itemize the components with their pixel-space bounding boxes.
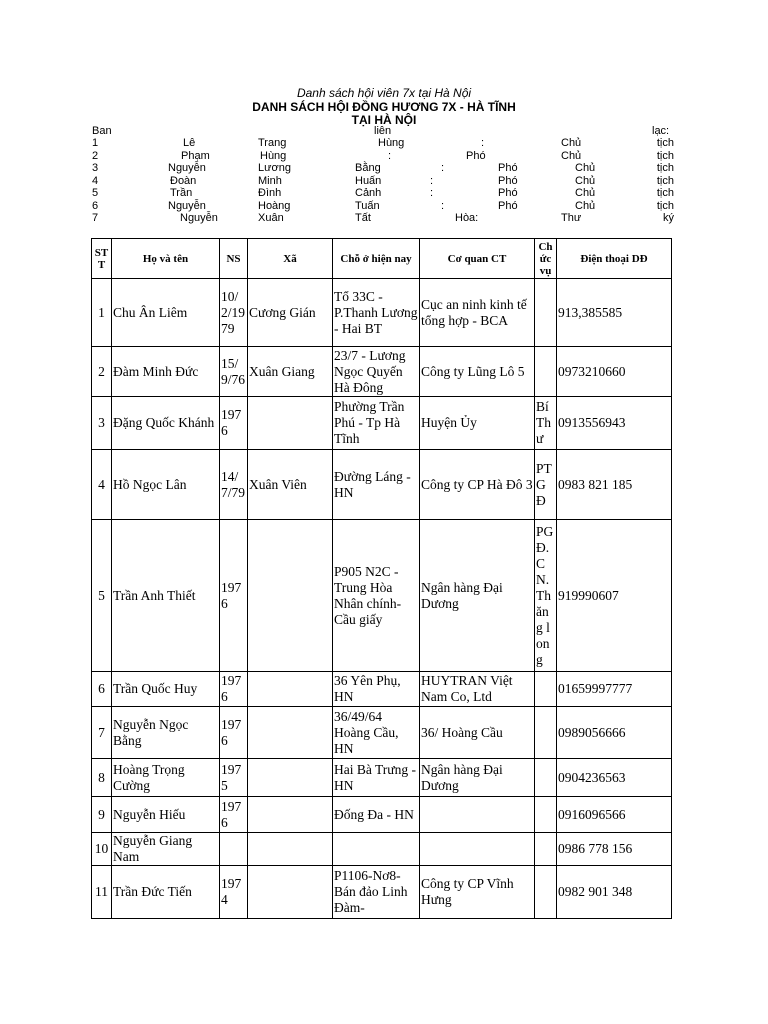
- ban-row-5-cv1: Phó: [498, 187, 518, 199]
- stt-cell: 6: [92, 672, 112, 707]
- table-row: [92, 450, 672, 520]
- phone-cell: 0904236563: [557, 759, 672, 797]
- ban-row-3-cv3: tịch: [656, 162, 674, 174]
- workplace-cell: Cục an ninh kinh tế tổng hợp - BCA: [420, 279, 535, 347]
- phone-cell: 0989056666: [557, 707, 672, 759]
- workplace-cell: HUYTRAN Việt Nam Co, Ltd: [420, 672, 535, 707]
- ban-row-4-cv2: Chủ: [575, 174, 596, 187]
- ns-cell: 15/9/76: [220, 347, 248, 397]
- ns-cell: 1974: [220, 866, 248, 919]
- ban-row-2-ho: Phạm: [181, 149, 210, 162]
- col-header-chuc-vu: Chức vụ: [535, 239, 557, 279]
- xa-cell: [248, 866, 333, 919]
- name-cell: Trần Đức Tiến: [112, 866, 220, 919]
- name-cell: Trần Anh Thiết: [112, 520, 220, 672]
- position-cell: [535, 279, 557, 347]
- ns-cell: 1975: [220, 759, 248, 797]
- col-header-phone: Điện thoại DĐ: [557, 239, 672, 279]
- col-header-stt: STT: [92, 239, 112, 279]
- ban-row-6-cv1: Phó: [498, 199, 518, 212]
- col-header-cho-o: Chỗ ở hiện nay: [333, 239, 420, 279]
- ns-cell: 10/2/1979: [220, 279, 248, 347]
- xa-cell: [248, 833, 333, 866]
- name-cell: Nguyễn Giang Nam: [112, 833, 220, 866]
- ban-row-6-no: 6: [92, 199, 99, 212]
- table-row: [92, 279, 672, 347]
- ban-row-3-dem: Lương: [258, 162, 291, 174]
- table-row: [92, 347, 672, 397]
- document-title-line2: TẠI HÀ NỘI: [351, 113, 417, 127]
- ban-row-3-cv2: Chủ: [575, 162, 596, 174]
- address-cell: Tổ 33C - P.Thanh Lương - Hai BT: [333, 279, 420, 347]
- ban-row-6-sep: :: [441, 199, 445, 212]
- ban-row-4-cv1: Phó: [498, 174, 518, 187]
- ban-row-4-ten: Huấn: [355, 174, 382, 187]
- stt-cell: 8: [92, 759, 112, 797]
- xa-cell: [248, 797, 333, 833]
- ban-row-1-no: 1: [92, 137, 99, 149]
- ban-row-2-cv1: Phó: [466, 149, 486, 162]
- table-row: [92, 707, 672, 759]
- phone-cell: 919990607: [557, 520, 672, 672]
- table-row: [92, 797, 672, 833]
- address-cell: Phường Trần Phú - Tp Hà Tĩnh: [333, 397, 420, 450]
- col-header-co-quan: Cơ quan CT: [420, 239, 535, 279]
- position-cell: [535, 759, 557, 797]
- stt-cell: 7: [92, 707, 112, 759]
- ban-row-6-cv3: tịch: [656, 199, 674, 212]
- table-row: [92, 520, 672, 672]
- workplace-cell: 36/ Hoàng Cầu: [420, 707, 535, 759]
- ban-row-1-ten: Hùng: [378, 137, 405, 149]
- position-cell: [535, 707, 557, 759]
- workplace-cell: [420, 833, 535, 866]
- name-cell: Chu Ân Liêm: [112, 279, 220, 347]
- ban-row-5-ho: Trần: [170, 187, 193, 199]
- lac-label: lạc:: [652, 125, 670, 137]
- ban-row-4-no: 4: [92, 174, 99, 187]
- stt-cell: 10: [92, 833, 112, 866]
- ns-cell: 1976: [220, 397, 248, 450]
- phone-cell: 0983 821 185: [557, 450, 672, 520]
- ban-row-1-cv3: tịch: [656, 137, 674, 149]
- ban-row-2-cv3: tịch: [656, 149, 674, 162]
- stt-cell: 5: [92, 520, 112, 672]
- xa-cell: [248, 520, 333, 672]
- name-cell: Hoàng Trọng Cường: [112, 759, 220, 797]
- stt-cell: 9: [92, 797, 112, 833]
- address-cell: P1106-Nơ8-Bán đảo Linh Đàm-: [333, 866, 420, 919]
- workplace-cell: [420, 797, 535, 833]
- table-row: [92, 672, 672, 707]
- position-cell: Bí Thư: [535, 397, 557, 450]
- position-cell: [535, 833, 557, 866]
- position-cell: [535, 347, 557, 397]
- ban-row-5-no: 5: [92, 187, 99, 199]
- ban-row-4-sep: :: [430, 174, 434, 187]
- ns-cell: 1976: [220, 672, 248, 707]
- ban-row-1-ho: Lê: [183, 137, 196, 149]
- xa-cell: [248, 397, 333, 450]
- workplace-cell: Công ty CP Vĩnh Hưng: [420, 866, 535, 919]
- ban-row-4-dem: Minh: [258, 174, 282, 187]
- address-cell: [333, 833, 420, 866]
- xa-cell: [248, 707, 333, 759]
- name-cell: Nguyễn Ngọc Bằng: [112, 707, 220, 759]
- ban-row-3-no: 3: [92, 162, 99, 174]
- ban-row-4-ho: Đoàn: [170, 174, 197, 187]
- xa-cell: [248, 759, 333, 797]
- stt-cell: 11: [92, 866, 112, 919]
- ban-row-7-ho: Nguyễn: [180, 212, 218, 224]
- phone-cell: 0986 778 156: [557, 833, 672, 866]
- ban-row-2-dem: Hùng: [260, 149, 287, 162]
- name-cell: Đặng Quốc Khánh: [112, 397, 220, 450]
- xa-cell: [248, 672, 333, 707]
- xa-cell: Xuân Giang: [248, 347, 333, 397]
- ns-cell: [220, 833, 248, 866]
- position-cell: PTGĐ: [535, 450, 557, 520]
- ban-row-2-cv2: Chủ: [561, 149, 582, 162]
- document-subtitle: Danh sách hội viên 7x tại Hà Nội: [296, 86, 472, 100]
- workplace-cell: Công ty CP Hà Đô 3: [420, 450, 535, 520]
- position-cell: PGĐ.CN.Thăng long: [535, 520, 557, 672]
- ban-row-7-cv3: ký: [663, 212, 674, 224]
- ban-row-3-cv1: Phó: [498, 162, 518, 174]
- phone-cell: 0916096566: [557, 797, 672, 833]
- col-header-name: Họ và tên: [112, 239, 220, 279]
- ns-cell: 1976: [220, 520, 248, 672]
- ban-row-3-ho: Nguyễn: [168, 162, 206, 174]
- member-table: [91, 238, 672, 919]
- table-row: [92, 866, 672, 919]
- ban-row-2-no: 2: [92, 149, 99, 162]
- ban-row-7-ten: Tất: [355, 212, 371, 224]
- document-title: DANH SÁCH HỘI ĐỒNG HƯƠNG 7X - HÀ TĨNH: [252, 100, 516, 114]
- phone-cell: 913,385585: [557, 279, 672, 347]
- ban-row-5-dem: Đình: [258, 187, 282, 199]
- position-cell: [535, 866, 557, 919]
- ban-row-6-cv2: Chủ: [575, 199, 596, 212]
- col-header-xa: Xã: [248, 239, 333, 279]
- xa-cell: Cương Gián: [248, 279, 333, 347]
- col-header-ns: NS: [220, 239, 248, 279]
- workplace-cell: Ngân hàng Đại Dương: [420, 520, 535, 672]
- ban-row-6-dem: Hoàng: [258, 199, 291, 212]
- ban-row-7-no: 7: [92, 212, 99, 224]
- table-row: [92, 759, 672, 797]
- workplace-cell: Huyện Ủy: [420, 397, 535, 450]
- table-row: [92, 833, 672, 866]
- ban-row-1-sep: :: [481, 137, 485, 149]
- stt-cell: 1: [92, 279, 112, 347]
- ban-label: Ban: [92, 125, 112, 137]
- ban-row-1-dem: Trang: [258, 137, 287, 149]
- position-cell: [535, 672, 557, 707]
- ban-row-7-cv2: Thư: [561, 212, 582, 224]
- address-cell: 36 Yên Phụ, HN: [333, 672, 420, 707]
- address-cell: Hai Bà Trưng - HN: [333, 759, 420, 797]
- lien-label: liên: [374, 125, 392, 137]
- table-row: [92, 397, 672, 450]
- ban-row-5-cv3: tịch: [656, 187, 674, 199]
- position-cell: [535, 797, 557, 833]
- address-cell: P905 N2C - Trung Hòa Nhân chính- Cầu giấy: [333, 520, 420, 672]
- phone-cell: 0973210660: [557, 347, 672, 397]
- address-cell: Đường Láng - HN: [333, 450, 420, 520]
- stt-cell: 3: [92, 397, 112, 450]
- ns-cell: 1976: [220, 797, 248, 833]
- ban-row-5-sep: :: [430, 187, 434, 199]
- ban-row-5-cv2: Chủ: [575, 187, 596, 199]
- workplace-cell: Công ty Lũng Lô 5: [420, 347, 535, 397]
- workplace-cell: Ngân hàng Đại Dương: [420, 759, 535, 797]
- name-cell: Nguyễn Hiếu: [112, 797, 220, 833]
- address-cell: 23/7 - Lương Ngọc Quyến Hà Đông: [333, 347, 420, 397]
- phone-cell: 01659997777: [557, 672, 672, 707]
- phone-cell: 0982 901 348: [557, 866, 672, 919]
- stt-cell: 4: [92, 450, 112, 520]
- ban-row-3-sep: :: [441, 162, 445, 174]
- stt-cell: 2: [92, 347, 112, 397]
- ban-row-4-cv3: tịch: [656, 174, 674, 187]
- name-cell: Đàm Minh Đức: [112, 347, 220, 397]
- phone-cell: 0913556943: [557, 397, 672, 450]
- ban-row-6-ho: Nguyễn: [168, 199, 206, 212]
- ban-row-7-sep: Hòa:: [455, 212, 479, 224]
- ban-row-1-cv2: Chủ: [561, 137, 582, 149]
- ban-row-5-ten: Cảnh: [355, 187, 382, 199]
- name-cell: Trần Quốc Huy: [112, 672, 220, 707]
- address-cell: 36/49/64 Hoàng Cầu, HN: [333, 707, 420, 759]
- ban-row-2-sep: :: [388, 149, 392, 162]
- address-cell: Đống Đa - HN: [333, 797, 420, 833]
- ban-row-6-ten: Tuấn: [355, 199, 380, 212]
- xa-cell: Xuân Viên: [248, 450, 333, 520]
- ban-row-3-ten: Bằng: [355, 162, 381, 174]
- name-cell: Hồ Ngọc Lân: [112, 450, 220, 520]
- ban-row-7-dem: Xuân: [258, 212, 284, 224]
- ns-cell: 1976: [220, 707, 248, 759]
- ns-cell: 14/7/79: [220, 450, 248, 520]
